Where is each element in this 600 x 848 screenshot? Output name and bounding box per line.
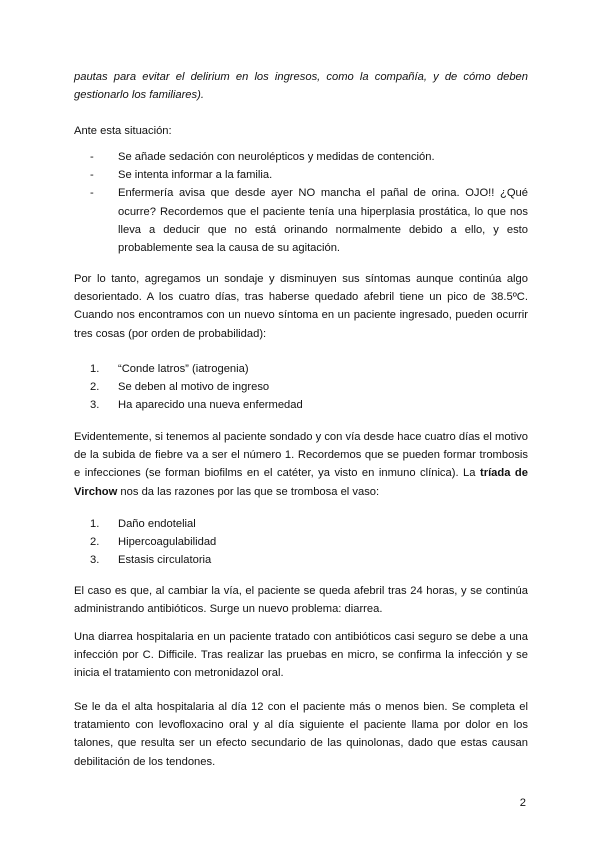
paragraph-c-difficile: Una diarrea hospitalaria en un paciente tratado con antibióticos casi seguro se debe a una infección por C. Difficile. Tras realizar las pruebas en micro, se confirma la infección y se inicia el tratamiento con metronidazol oral.	[74, 631, 528, 680]
list-marker: 1.	[90, 363, 100, 375]
list-item-text: Hipercoagulabilidad	[118, 536, 217, 549]
page-number: 2	[519, 797, 526, 809]
paragraph-situation-intro: Ante esta situación:	[74, 125, 172, 137]
list-marker: 3.	[90, 554, 100, 567]
list-item	[74, 166, 528, 184]
virchow-triad-list	[74, 515, 528, 570]
list-item-text: Enfermería avisa que desde ayer NO mancha el pañal de orina. OJO!! ¿Qué ocurre? Recordemos que el paciente tenía una hiperplasia prostática, lo que nos lleva a deducir que no está orinando normalmente debido a ello, y esto probablemente sea la causa de su agitación.	[118, 187, 528, 255]
list-item	[74, 378, 528, 396]
list-marker: 2.	[90, 381, 100, 394]
virchow-triad-term: tríada de Virchow	[74, 467, 528, 498]
list-item	[74, 396, 528, 414]
paragraph-fever-spike: Por lo tanto, agregamos un sondaje y disminuyen sus síntomas aunque continúa algo desorientado. A los cuatro días, tras haberse quedado afebril tiene un pico de 38.5ºC. Cuando nos encontramos con un nuevo síntoma en un paciente ingresado, pueden ocurrir tres cosas (por orden de probabilidad):	[74, 273, 528, 340]
situation-actions-list	[74, 148, 528, 257]
list-item	[74, 184, 528, 257]
list-item-text: Se añade sedación con neurolépticos y medidas de contención.	[118, 151, 435, 163]
list-item-text: Se intenta informar a la familia.	[118, 169, 273, 182]
paragraph-diarrhea: El caso es que, al cambiar la vía, el paciente se queda afebril tras 24 horas, y se continúa administrando antibióticos. Surge un nuevo problema: diarrea.	[74, 585, 528, 616]
list-item-text: Se deben al motivo de ingreso	[118, 381, 270, 394]
list-marker: 1.	[90, 518, 100, 530]
list-marker: -	[90, 151, 94, 163]
list-marker: 2.	[90, 536, 100, 549]
paragraph-virchow	[74, 428, 528, 501]
paragraph-discharge: Se le da el alta hospitalaria al día 12 con el paciente más o menos bien. Se completa el tratamiento con levofloxacino oral y al día siguiente el paciente llama por dolor en los talones, que resulta ser un efecto secundario de las quinolonas, dado que estas causan debilitación de los tendones.	[74, 701, 528, 768]
list-item	[74, 533, 528, 551]
list-marker: -	[90, 169, 94, 182]
list-marker: 3.	[90, 399, 100, 412]
list-marker: -	[90, 187, 94, 200]
list-item-text: Daño endotelial	[118, 518, 196, 530]
paragraph-text: Evidentemente, si tenemos al paciente sondado y con vía desde hace cuatro días el motivo de la subida de fiebre va a ser el número 1. Recordemos que se pueden formar trombosis e infecciones (se forman biofilms en el catéter, ya visto en inmuno clínica). La	[74, 431, 528, 480]
causes-list	[74, 360, 528, 415]
list-item-text: Estasis circulatoria	[118, 554, 212, 567]
paragraph-text: nos da las razones por las que se trombosa el vaso:	[117, 485, 380, 498]
paragraph-delirium-guidelines: pautas para evitar el delirium en los ingresos, como la compañía, y de cómo deben gestionarlo los familiares).	[74, 71, 528, 102]
list-item	[74, 515, 528, 533]
list-item	[74, 551, 528, 569]
list-item-text: Ha aparecido una nueva enfermedad	[118, 399, 303, 412]
list-item	[74, 148, 528, 166]
list-item	[74, 360, 528, 378]
list-item-text: “Conde latros” (iatrogenia)	[118, 363, 249, 375]
